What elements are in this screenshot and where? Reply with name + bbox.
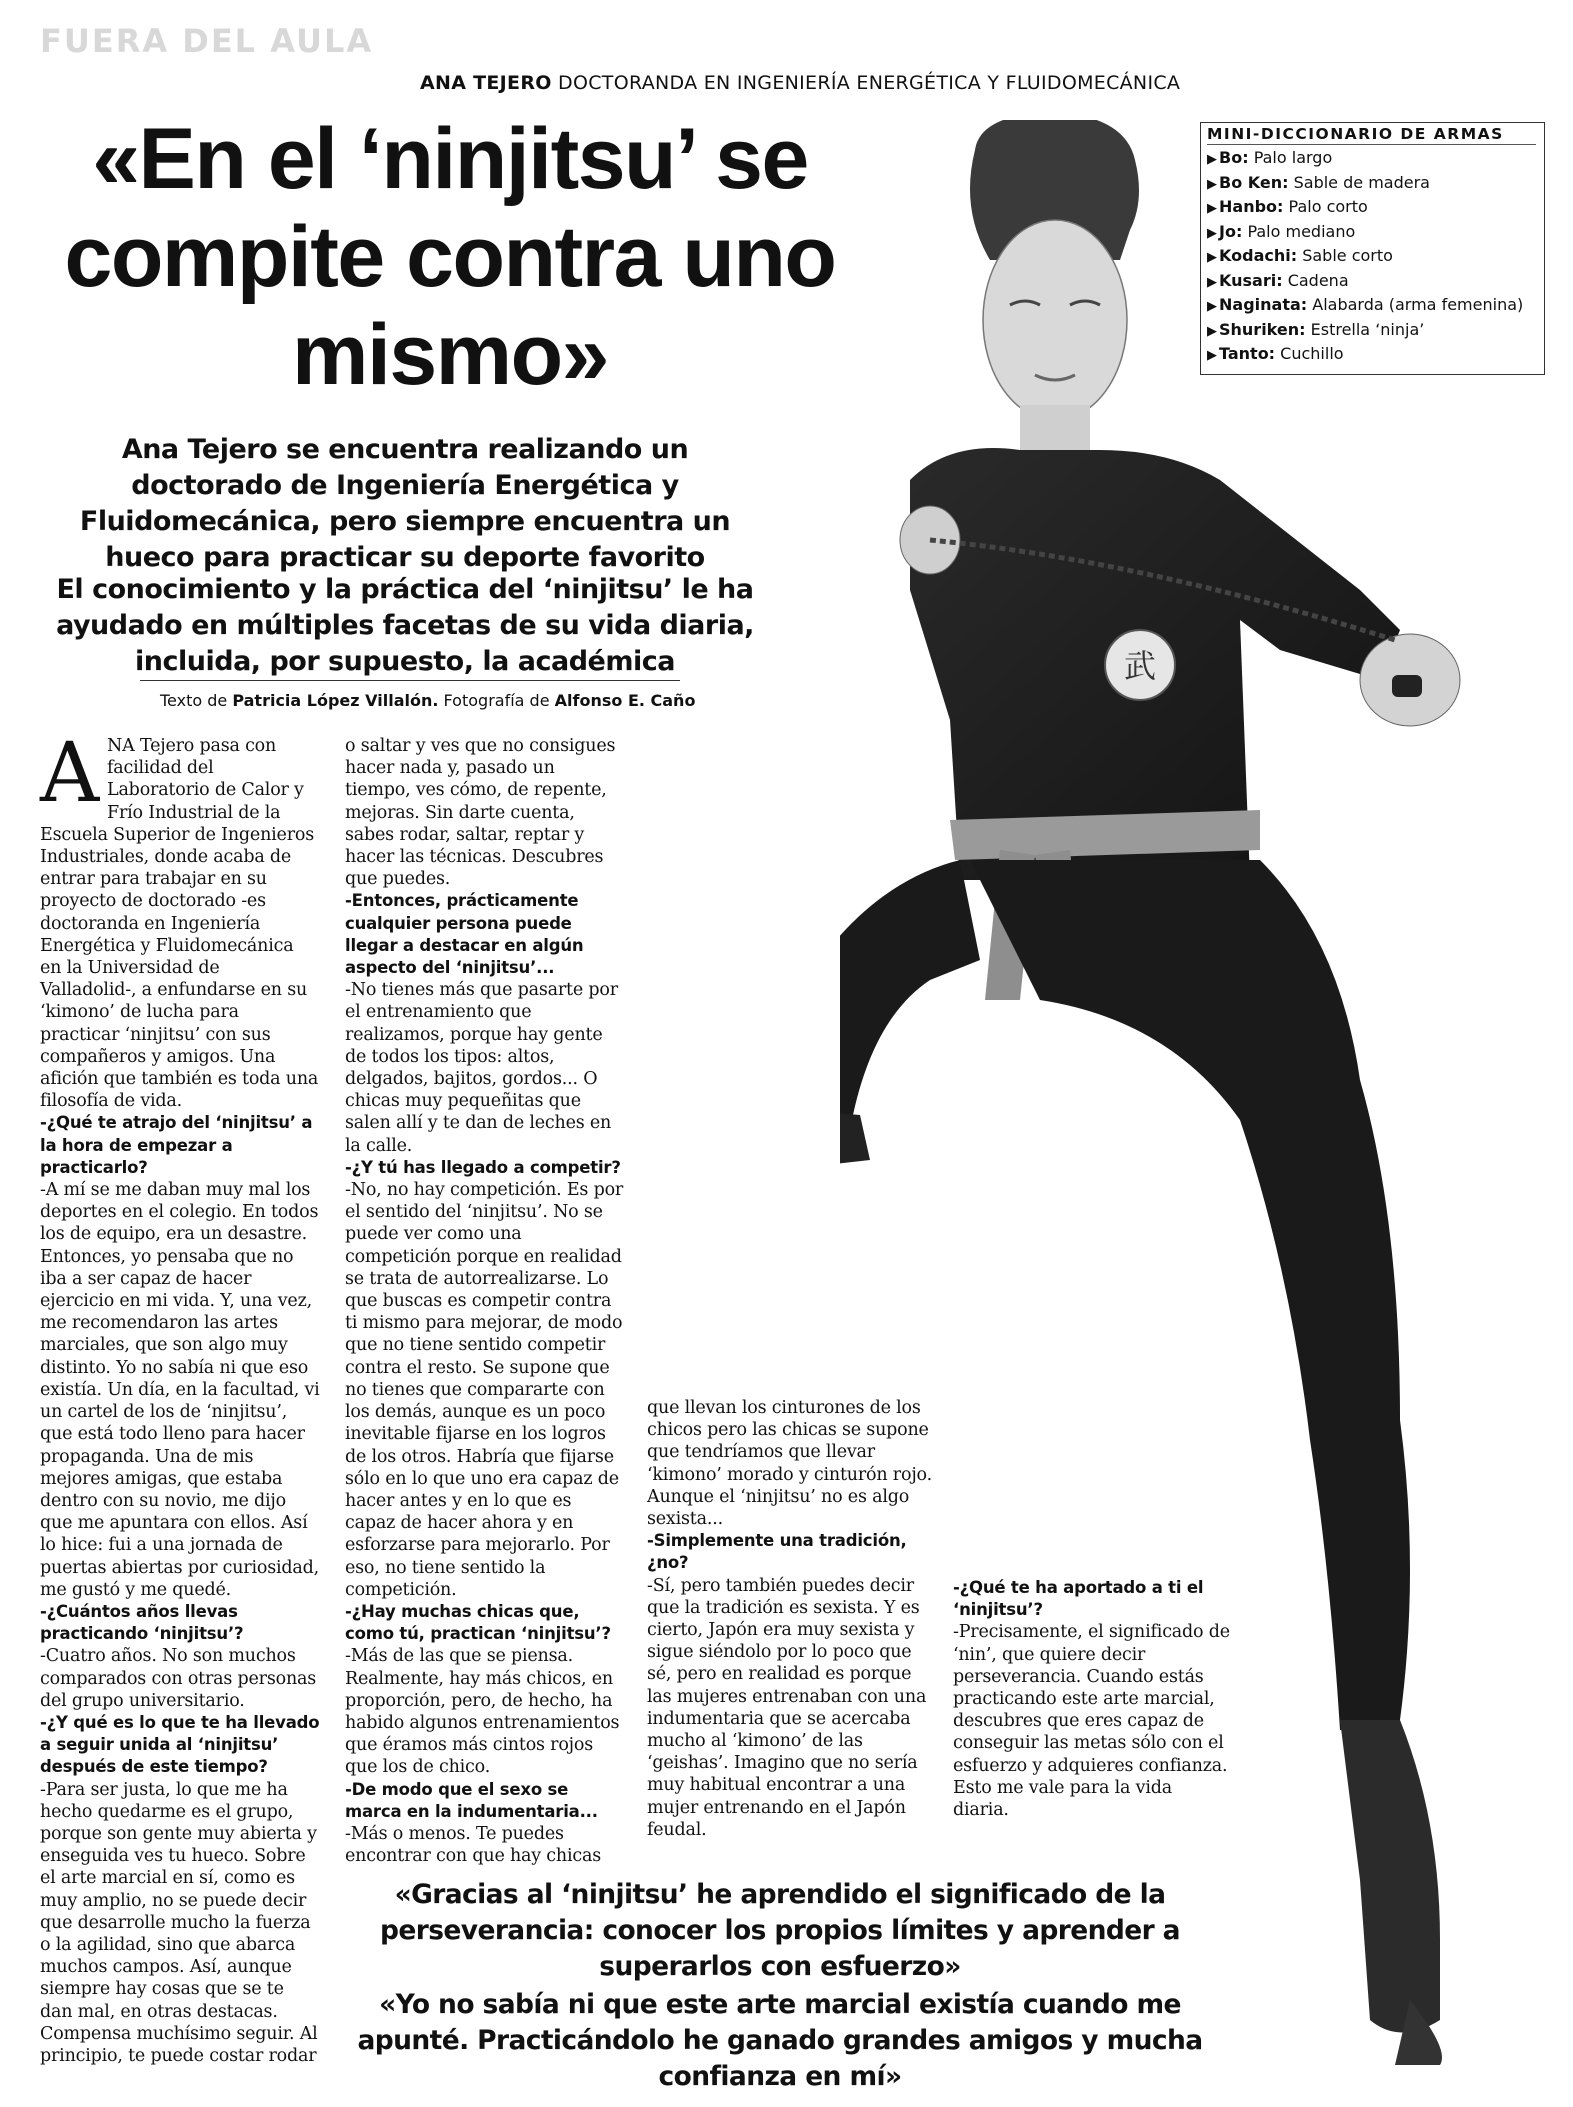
glossary-item — [1207, 343, 1536, 368]
answer: o saltar y ves que no consigues hacer nada y, pasado un tiempo, ves cómo, de repente, mejoras. Sin darte cuenta, sabes rodar, saltar, reptar y hacer las técnicas. Descubres que puedes. — [345, 736, 616, 890]
glossary-definition: Palo corto — [1288, 197, 1368, 216]
glossary-definition: Cuchillo — [1280, 344, 1344, 363]
svg-text:武: 武 — [1123, 647, 1157, 685]
article-column-1 — [40, 726, 320, 2067]
article-column-3 — [647, 1397, 932, 1841]
answer: -No, no hay competición. Es por el sentido del ‘ninjitsu’. No se puede ver como una competición porque en realidad se trata de autorrealizarse. Lo que buscas es competir contra ti mismo para mejorar, de modo que no tiene sentido competir contra el resto. Se supone que no tienes que compararte con los demás, aunque es un poco inevitable fijarse en los logros de los otros. Habría que fijarse sólo en lo que uno era capaz de hacer antes y en lo que es capaz de hacer ahora y en esforzarse para mejorarlo. Por eso, no tiene sentido la competición. — [345, 1180, 624, 1600]
answer: -Más o menos. Te puedes encontrar con que hay chicas — [345, 1823, 601, 1867]
answer: -Precisamente, el significado de ‘nin’, que quiere decir perseverancia. Cuando estás practicando este arte marcial, descubres que eres capaz de conseguir las metas sólo con el esfuerzo y adquieres confianza. Esto me vale para la vida diaria. — [953, 1622, 1230, 1821]
glossary-item — [1207, 147, 1536, 172]
question: -Simplemente una tradición, ¿no? — [647, 1531, 907, 1573]
glossary-term: Bo Ken: — [1219, 172, 1289, 192]
glossary-definition: Cadena — [1287, 270, 1349, 290]
glossary-term: Kodachi: — [1219, 246, 1298, 265]
triangle-bullet-icon: ▶ — [1207, 274, 1217, 290]
glossary-term: Shuriken: — [1219, 319, 1306, 339]
question: -¿Y qué es lo que te ha llevado a seguir unida al ‘ninjitsu’ después de este tiempo? — [40, 1712, 320, 1777]
question: -¿Qué te ha aportado a ti el ‘ninjitsu’? — [953, 1578, 1204, 1620]
drop-cap: A — [40, 726, 100, 821]
credits-author: Patricia López Villalón. — [232, 691, 439, 710]
question: -¿Hay muchas chicas que, como tú, practican ‘ninjitsu’? — [345, 1601, 611, 1644]
glossary-term: Bo: — [1219, 148, 1249, 167]
answer: -Sí, pero también puedes decir que la tradición es sexista. Y es cierto, Japón era muy sexista y sigue siéndolo por lo poco que sé, pero en realidad es porque las mujeres entrenaban con una indumentaria que se acercaba mucho al ‘kimono’ de las ‘geishas’. Imagino que no sería muy habitual encontrar a una mujer entrenando en el Japón feudal. — [647, 1575, 927, 1840]
glossary-item — [1207, 221, 1536, 246]
credits-photo-label: Fotografía de — [443, 691, 550, 710]
headline-line-2: compite contra uno — [64, 209, 836, 305]
glossary-definition: Estrella ‘ninja’ — [1310, 319, 1425, 339]
byline — [420, 72, 1180, 94]
answer: -A mí se me daban muy mal los deportes en el colegio. En todos los de equipo, era un desastre. Entonces, yo pensaba que no iba a ser capaz de hacer ejercicio en mi vida. Y, una vez, me recomendaron las artes marciales, que son algo muy distinto. Yo no sabía ni que eso existía. Un día, en la facultad, vi un cartel de los de ‘ninjitsu’, que está todo lleno para hacer propaganda. Una de mis mejores amigas, que estaba dentro con su novio, me dijo que me apuntara con ellos. Así lo hice: fui a una jornada de puertas abiertas por curiosidad, me gustó y me quedé. — [40, 1180, 320, 1600]
triangle-bullet-icon: ▶ — [1207, 348, 1217, 363]
article-column-2 — [345, 735, 625, 1867]
glossary-term: Tanto: — [1219, 344, 1276, 363]
glossary-item — [1207, 319, 1536, 344]
answer: -Más de las que se piensa. Realmente, hay más chicos, en proporción, pero, de hecho, ha habido algunos entrenamientos que éramos más cintos rojos que los de chico. — [345, 1646, 620, 1778]
glossary-item — [1207, 245, 1536, 270]
triangle-bullet-icon: ▶ — [1207, 250, 1217, 265]
glossary-definition: Sable de madera — [1293, 172, 1430, 192]
glossary-title: MINI-DICCIONARIO DE ARMAS — [1207, 125, 1536, 145]
glossary-item — [1207, 196, 1536, 221]
credits-text-label: Texto de — [160, 691, 228, 710]
question: -De modo que el sexo se marca en la indumentaria... — [345, 1779, 598, 1821]
glossary-term: Jo: — [1219, 221, 1243, 241]
pull-quote-1: «Gracias al ‘ninjitsu’ he aprendido el significado de la perseverancia: conocer los propios límites y aprender a superarlos con esfuerzo» — [380, 1879, 1180, 1982]
subheadline-1: Ana Tejero se encuentra realizando un doctorado de Ingeniería Energética y Fluidomecánica, pero siempre encuentra un hueco para practicar su deporte favorito — [79, 434, 731, 573]
first-word: NA — [107, 736, 135, 756]
intro-paragraph — [40, 726, 320, 1112]
glossary-term: Hanbo: — [1219, 197, 1284, 216]
glossary-item — [1207, 172, 1536, 197]
divider — [140, 680, 680, 681]
answer: -Cuatro años. No son muchos comparados con otras personas del grupo universitario. — [40, 1646, 317, 1711]
byline-name: ANA TEJERO — [420, 72, 552, 94]
headline — [40, 110, 860, 404]
article-column-4 — [953, 1577, 1233, 1821]
credits — [160, 691, 695, 710]
section-label: FUERA DEL AULA — [40, 22, 374, 60]
headline-line-3: mismo» — [291, 307, 609, 403]
triangle-bullet-icon: ▶ — [1207, 176, 1217, 192]
intro-text: Tejero pasa con facilidad del Laboratorio de Calor y Frío Industrial de la Escuela Superior de Ingenieros Industriales, donde acaba de entrar para trabajar en su proyecto de doctorado -es doctoranda en Ingeniería Energética y Fluidomecánica en la Universidad de Valladolid-, a enfundarse en su ‘kimono’ de lucha para practicar ‘ninjitsu’ con sus compañeros y amigos. Una afición que también es toda una filosofía de vida. — [40, 736, 319, 1112]
triangle-bullet-icon: ▶ — [1207, 323, 1217, 339]
glossary-term: Kusari: — [1219, 270, 1283, 290]
headline-line-1: «En el ‘ninjitsu’ se — [92, 111, 808, 207]
credits-photographer: Alfonso E. Caño — [554, 691, 696, 710]
answer: -Para ser justa, lo que me ha hecho quedarme es el grupo, porque son gente muy abierta y enseguida ves tu hueco. Sobre el arte marcial en sí, como es muy amplio, no se puede decir que desarrolle mucho la fuerza o la agilidad, sino que abarca muchos campos. Así, aunque siempre hay cosas que se te dan mal, en otras destacas. Compensa muchísimo seguir. Al principio, te puede costar rodar — [40, 1779, 318, 2066]
glossary-definition: Palo mediano — [1247, 221, 1356, 241]
subheadline-2: El conocimiento y la práctica del ‘ninjitsu’ le ha ayudado en múltiples facetas de su vida diaria, incluida, por supuesto, la académica — [56, 574, 754, 677]
glossary-item — [1207, 270, 1536, 295]
question: -¿Cuántos años llevas practicando ‘ninjitsu’? — [40, 1601, 244, 1644]
question: -¿Y tú has llegado a competir? — [345, 1157, 621, 1177]
answer: que llevan los cinturones de los chicos pero las chicas se supone que tendríamos que llevar ‘kimono’ morado y cinturón rojo. Aunque el ‘ninjitsu’ no es algo sexista... — [647, 1398, 932, 1530]
triangle-bullet-icon: ▶ — [1207, 152, 1217, 167]
byline-role: DOCTORANDA EN INGENIERÍA ENERGÉTICA Y FLUIDOMECÁNICA — [558, 72, 1181, 94]
glossary-term: Naginata: — [1219, 295, 1308, 314]
pull-quote-2: «Yo no sabía ni que este arte marcial existía cuando me apunté. Practicándolo he ganado grandes amigos y mucha confianza en mí» — [357, 1989, 1203, 2092]
triangle-bullet-icon: ▶ — [1207, 225, 1217, 241]
glossary-definition: Alabarda (arma femenina) — [1312, 295, 1524, 314]
weapons-glossary — [1200, 122, 1545, 375]
glossary-definition: Sable corto — [1302, 246, 1393, 265]
glossary-item — [1207, 294, 1536, 319]
question: -¿Qué te atrajo del ‘ninjitsu’ a la hora de empezar a practicarlo? — [40, 1113, 313, 1177]
triangle-bullet-icon: ▶ — [1207, 201, 1217, 216]
glossary-definition: Palo largo — [1253, 148, 1333, 167]
question: -Entonces, prácticamente cualquier persona puede llegar a destacar en algún aspecto del ‘ninjitsu’... — [345, 891, 584, 978]
triangle-bullet-icon: ▶ — [1207, 299, 1217, 314]
answer: -No tienes más que pasarte por el entrenamiento que realizamos, porque hay gente de todos los tipos: altos, delgados, bajitos, gordos... O chicas muy pequeñitas que salen allí y te dan de leches en la calle. — [345, 980, 618, 1156]
